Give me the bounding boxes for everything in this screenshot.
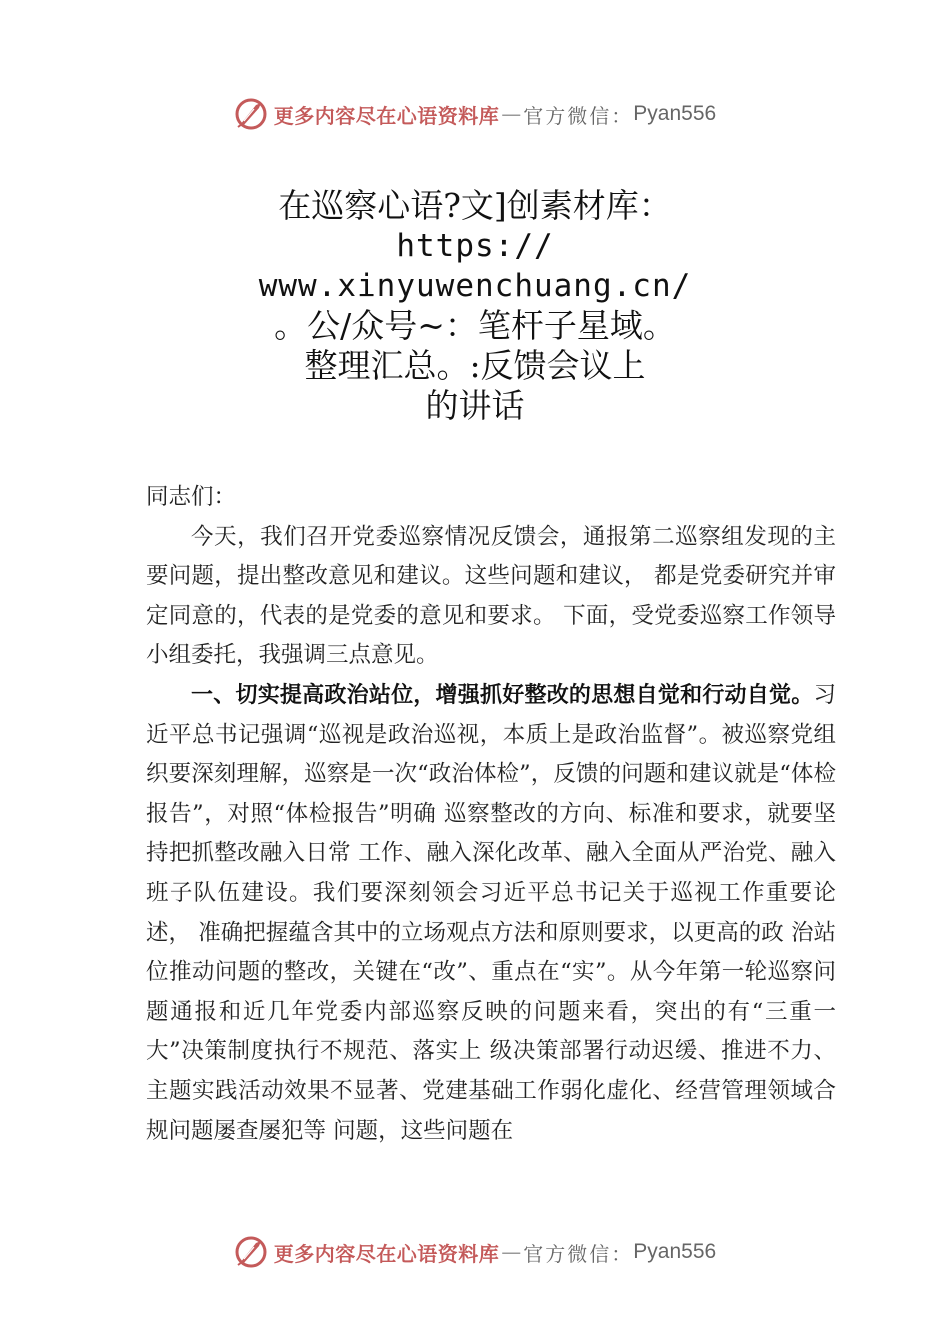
banner-text: 更多内容尽在心语资料库 [273, 1241, 500, 1266]
quill-pen-logo-icon [234, 1235, 268, 1269]
wechat-label: 官方微信： [523, 103, 634, 128]
title-line-3: www.xinyuwenchuang.cn/ [258, 268, 692, 304]
banner-text: 更多内容尽在心语资料库 [273, 103, 500, 128]
salutation: 同志们： [146, 484, 237, 510]
title-line-5: 整理汇总。:反馈会议上 [304, 346, 646, 385]
title-line-1: 在巡察心语?文]创素材库： [278, 186, 672, 225]
wechat-label: 官方微信： [523, 1241, 634, 1266]
title-line-6: 的讲话 [425, 386, 525, 425]
document-title [0, 186, 950, 426]
wechat-id: Pyan556 [633, 1240, 717, 1263]
banner-dash: — [501, 102, 522, 126]
wechat-id: Pyan556 [633, 102, 717, 125]
paragraph-section-1 [146, 676, 836, 1151]
paragraph-intro: 今天，我们召开党委巡察情况反馈会，通报第二巡察组发现的主要问题，提出整改意见和建议。这些问题和建议， 都是党委研究并审定同意的，代表的是党委的意见和要求。 下面，受党委巡察工作领导小组委托，我强调三点意见。 [146, 523, 836, 669]
title-line-2: https:// [396, 228, 554, 264]
section-1-heading: 一、切实提高政治站位，增强抓好整改的思想自觉和行动自觉。 [191, 682, 814, 708]
document-body [146, 478, 836, 1151]
title-line-4: 。公/众号~：笔杆子星域。 [274, 306, 676, 345]
header-banner [0, 94, 950, 134]
footer-banner [0, 1232, 950, 1272]
banner-dash: — [501, 1240, 522, 1264]
section-1-text: 习近平总书记强调“巡视是政治巡视，本质上是政治监督”。被巡察党组织要深刻理解，巡察是一次“政治体检”，反馈的问题和建议就是“体检报告”，对照“体检报告”明确 巡察整改的方向、标准和要求，就要坚持把抓整改融入日常 工作、融入深化改革、融入全面从严治党、融入班子队伍建设。我们要深刻领会习近平总书记关于巡视工作重要论述， 准确把握蕴含其中的立场观点方法和原则要求，以更高的政 治站位推动问题的整改，关键在“改”、重点在“实”。从今年第一轮巡察问题通报和近几年党委内部巡察反映的问题来看，突出的有“三重一大”决策制度执行不规范、落实上 级决策部署行动迟缓、推进不力、主题实践活动效果不显著、党建基础工作弱化虚化、经营管理领域合规问题屡查屡犯等 问题，这些问题在 [146, 681, 836, 1144]
quill-pen-logo-icon [234, 97, 268, 131]
